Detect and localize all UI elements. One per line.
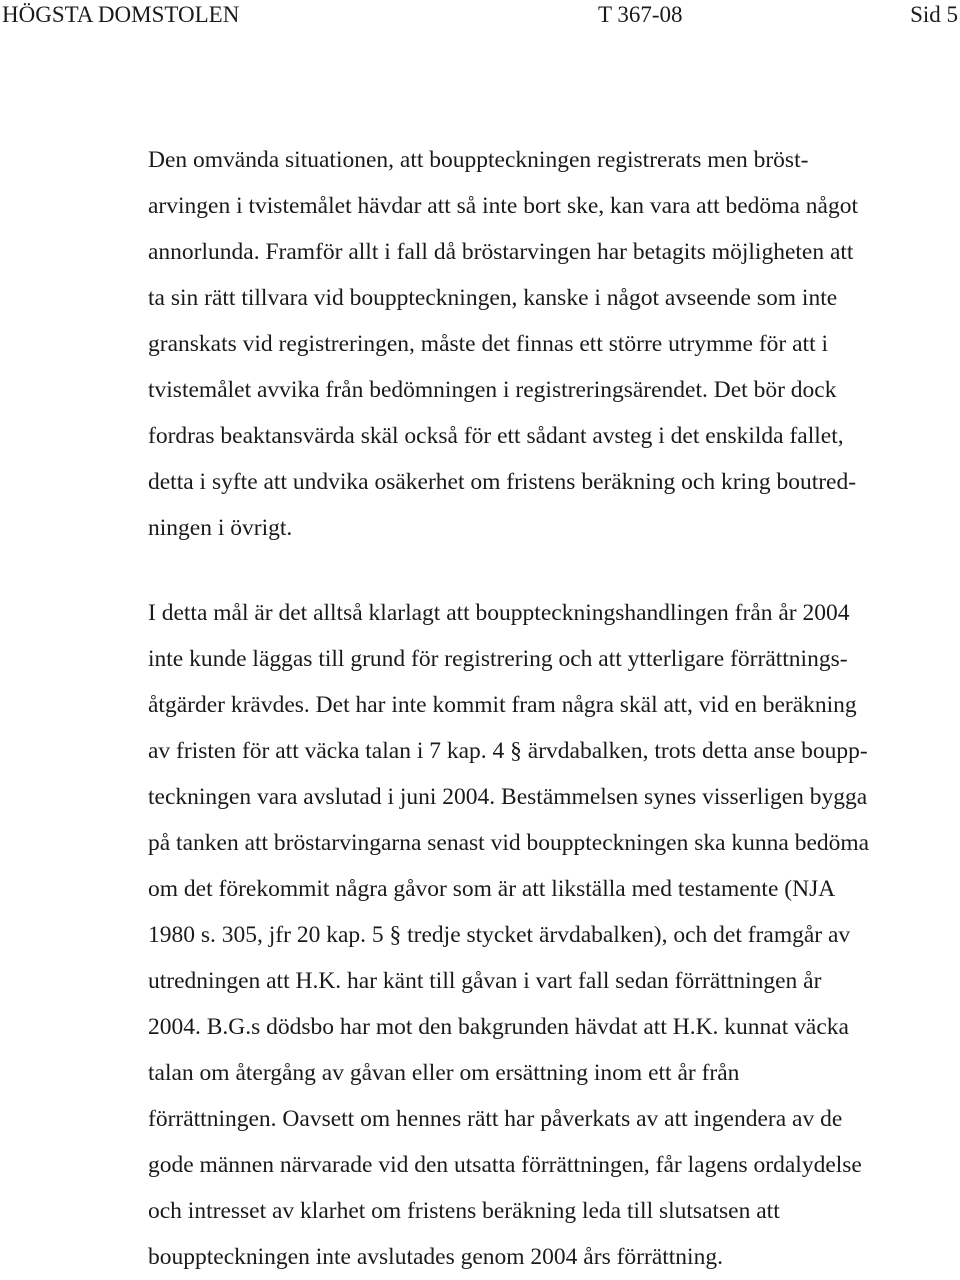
paragraph-2 (148, 590, 960, 1280)
text-line: inte kunde läggas till grund för registrering och att ytterligare förrättnings- (148, 646, 848, 672)
text-line: detta i syfte att undvika osäkerhet om fristens beräkning och kring boutred- (148, 469, 857, 495)
court-name: HÖGSTA DOMSTOLEN (2, 2, 240, 27)
text-line: åtgärder krävdes. Det har inte kommit fram några skäl att, vid en beräkning (148, 692, 857, 718)
text-line: arvingen i tvistemålet hävdar att så inte bort ske, kan vara att bedöma något (148, 193, 858, 219)
text-line: av fristen för att väcka talan i 7 kap. 4 § ärvdabalken, trots detta anse boupp- (148, 738, 868, 764)
text-line: teckningen vara avslutad i juni 2004. Bestämmelsen synes visserligen bygga (148, 784, 868, 810)
text-line: gode männen närvarade vid den utsatta förrättningen, får lagens ordalydelse (148, 1152, 862, 1178)
text-line: om det förekommit några gåvor som är att likställa med testamente (NJA (148, 876, 836, 902)
paragraph-1 (148, 137, 960, 551)
text-line: 1980 s. 305, jfr 20 kap. 5 § tredje stycket ärvdabalken), och det framgår av (148, 922, 851, 948)
text-line: I detta mål är det alltså klarlagt att bouppteckningshandlingen från år 2004 (148, 600, 850, 626)
page-header (0, 0, 960, 30)
text-line: utredningen att H.K. har känt till gåvan i vart fall sedan förrättningen år (148, 968, 822, 994)
text-line: ta sin rätt tillvara vid bouppteckningen, kanske i något avseende som inte (148, 285, 838, 311)
text-line: förrättningen. Oavsett om hennes rätt har påverkats av att ingendera av de (148, 1106, 843, 1132)
text-line: granskats vid registreringen, måste det finnas ett större utrymme för att i (148, 331, 828, 357)
text-line: och intresset av klarhet om fristens beräkning leda till slutsatsen att (148, 1198, 780, 1224)
text-line: talan om återgång av gåvan eller om ersättning inom ett år från (148, 1060, 740, 1086)
case-number: T 367-08 (598, 2, 683, 27)
page-number: Sid 5 (910, 2, 958, 27)
text-line: 2004. B.G.s dödsbo har mot den bakgrunden hävdat att H.K. kunnat väcka (148, 1014, 849, 1040)
text-line: på tanken att bröstarvingarna senast vid bouppteckningen ska kunna bedöma (148, 830, 870, 856)
text-line: Den omvända situationen, att bouppteckningen registrerats men bröst- (148, 147, 809, 173)
text-line: tvistemålet avvika från bedömningen i registreringsärendet. Det bör dock (148, 377, 837, 403)
text-line: ningen i övrigt. (148, 515, 293, 541)
text-line: fordras beaktansvärda skäl också för ett sådant avsteg i det enskilda fallet, (148, 423, 844, 449)
text-line: bouppteckningen inte avslutades genom 2004 års förrättning. (148, 1244, 723, 1270)
text-line: annorlunda. Framför allt i fall då bröstarvingen har betagits möjligheten att (148, 239, 854, 265)
